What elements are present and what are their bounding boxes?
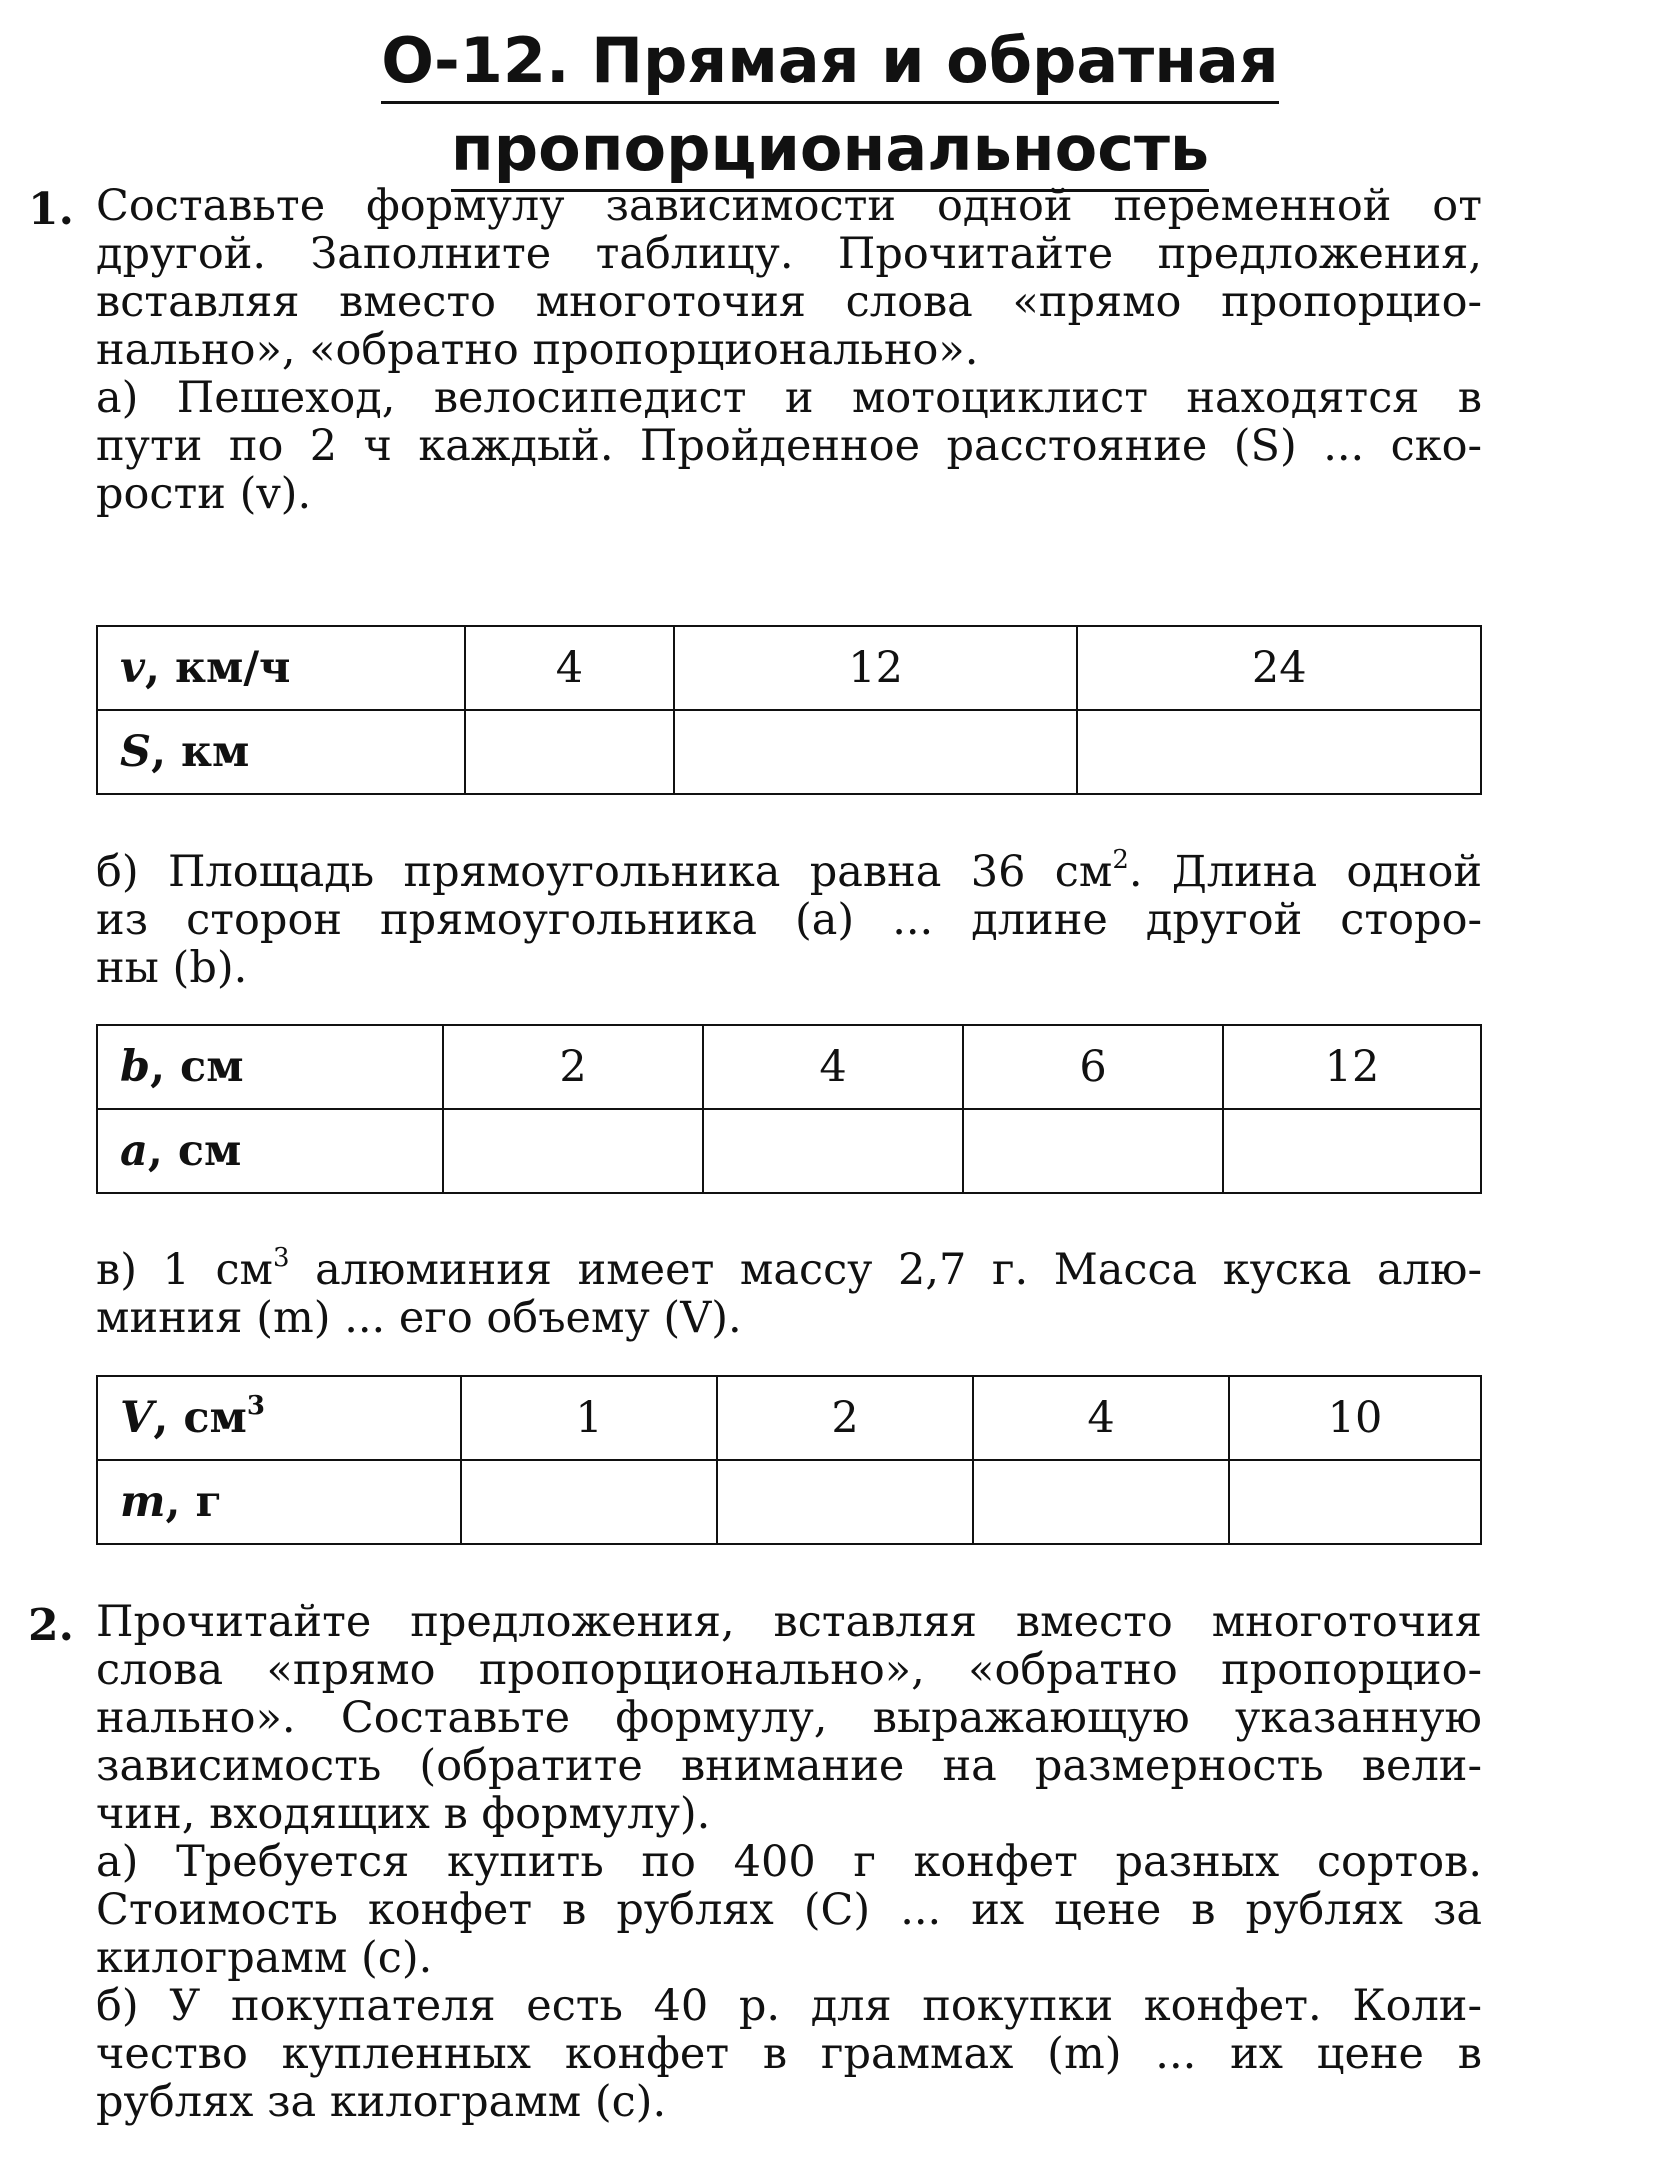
text-line: б) У покупателя есть 40 р. для покупки конфет. Коли- (96, 1981, 1482, 2031)
text-line: Стоимость конфет в рублях (C) ... их цене в рублях за (96, 1885, 1482, 1935)
table-cell: 10 (1229, 1376, 1481, 1460)
text-line: Составьте формулу зависимости одной переменной от (96, 181, 1482, 231)
text-line: слова «прямо пропорционально», «обратно пропорцио- (96, 1645, 1482, 1695)
table-cell: 4 (703, 1025, 963, 1109)
table-aluminium-mass (96, 1375, 1482, 1545)
text-line: из сторон прямоугольника (a) ... длине другой сторо- (96, 895, 1482, 945)
task-1-text (96, 182, 1482, 518)
table-cell: 24 (1077, 626, 1481, 710)
table-row (97, 1460, 1481, 1544)
table-row (97, 1025, 1481, 1109)
text-line: вставляя вместо многоточия слова «прямо пропорцио- (96, 277, 1482, 327)
row-label-volume: V, $см^3$ (97, 1376, 461, 1460)
task-1-part-b (96, 845, 1482, 993)
table-cell: 12 (1223, 1025, 1481, 1109)
table-cell: 2 (717, 1376, 973, 1460)
text-line: килограмм (c). (96, 1933, 433, 1983)
page-title-line-1: О-12. Прямая и обратная (0, 30, 1660, 92)
text-line: миния (m) ... его объему (V). (96, 1293, 742, 1343)
text-line: пути по 2 ч каждый. Пройденное расстояние (S) ... ско- (96, 421, 1482, 471)
table-cell: 12 (674, 626, 1078, 710)
text-line: нально». Составьте формулу, выражающую указанную (96, 1693, 1482, 1743)
table-cell: 4 (973, 1376, 1229, 1460)
text-line: чество купленных конфет в граммах (m) ... их цене в (96, 2029, 1482, 2079)
empty-answer-cell (1229, 1460, 1481, 1544)
task-1-number: 1. (28, 184, 74, 235)
table-cell: 1 (461, 1376, 717, 1460)
empty-answer-cell (674, 710, 1078, 794)
table-row (97, 1376, 1481, 1460)
text-line: зависимость (обратите внимание на размерность вели- (96, 1741, 1482, 1791)
task-2-number: 2. (28, 1600, 74, 1651)
text-line: а) Требуется купить по 400 г конфет разных сортов. (96, 1837, 1482, 1887)
table-row (97, 1109, 1481, 1193)
row-label-v: v, км/ч (97, 626, 465, 710)
empty-answer-cell (461, 1460, 717, 1544)
empty-answer-cell (443, 1109, 703, 1193)
row-label-a: a, см (97, 1109, 443, 1193)
text-line: а) Пешеход, велосипедист и мотоциклист находятся в (96, 373, 1482, 423)
text-line: чин, входящих в формулу). (96, 1789, 711, 1839)
empty-answer-cell (1077, 710, 1481, 794)
text-line: Прочитайте предложения, вставляя вместо многоточия (96, 1597, 1482, 1647)
text-line: рости (v). (96, 469, 312, 519)
page-title-line-2: пропорциональность (0, 118, 1660, 180)
task-2-text (96, 1598, 1482, 2126)
table-rectangle-sides (96, 1024, 1482, 1194)
empty-answer-cell (717, 1460, 973, 1544)
text-line: б) Площадь прямоугольника равна 36 $см^2$. Длина одной (96, 845, 1482, 897)
text-line: нально», «обратно пропорционально». (96, 325, 979, 375)
row-label-mass: m, г (97, 1460, 461, 1544)
row-label-b: b, см (97, 1025, 443, 1109)
empty-answer-cell (1223, 1109, 1481, 1193)
text-line: рублях за килограмм (c). (96, 2077, 667, 2127)
text-line: в) 1 $см^3$ алюминия имеет массу 2,7 г. Масса куска алю- (96, 1243, 1482, 1295)
row-label-s: S, км (97, 710, 465, 794)
table-cell: 2 (443, 1025, 703, 1109)
empty-answer-cell (973, 1460, 1229, 1544)
table-row (97, 626, 1481, 710)
empty-answer-cell (465, 710, 674, 794)
table-cell: 4 (465, 626, 674, 710)
table-row (97, 710, 1481, 794)
text-line: ны (b). (96, 943, 248, 993)
table-speed-distance (96, 625, 1482, 795)
empty-answer-cell (703, 1109, 963, 1193)
table-cell: 6 (963, 1025, 1223, 1109)
task-1-part-c (96, 1243, 1482, 1343)
text-line: другой. Заполните таблицу. Прочитайте предложения, (96, 229, 1482, 279)
empty-answer-cell (963, 1109, 1223, 1193)
